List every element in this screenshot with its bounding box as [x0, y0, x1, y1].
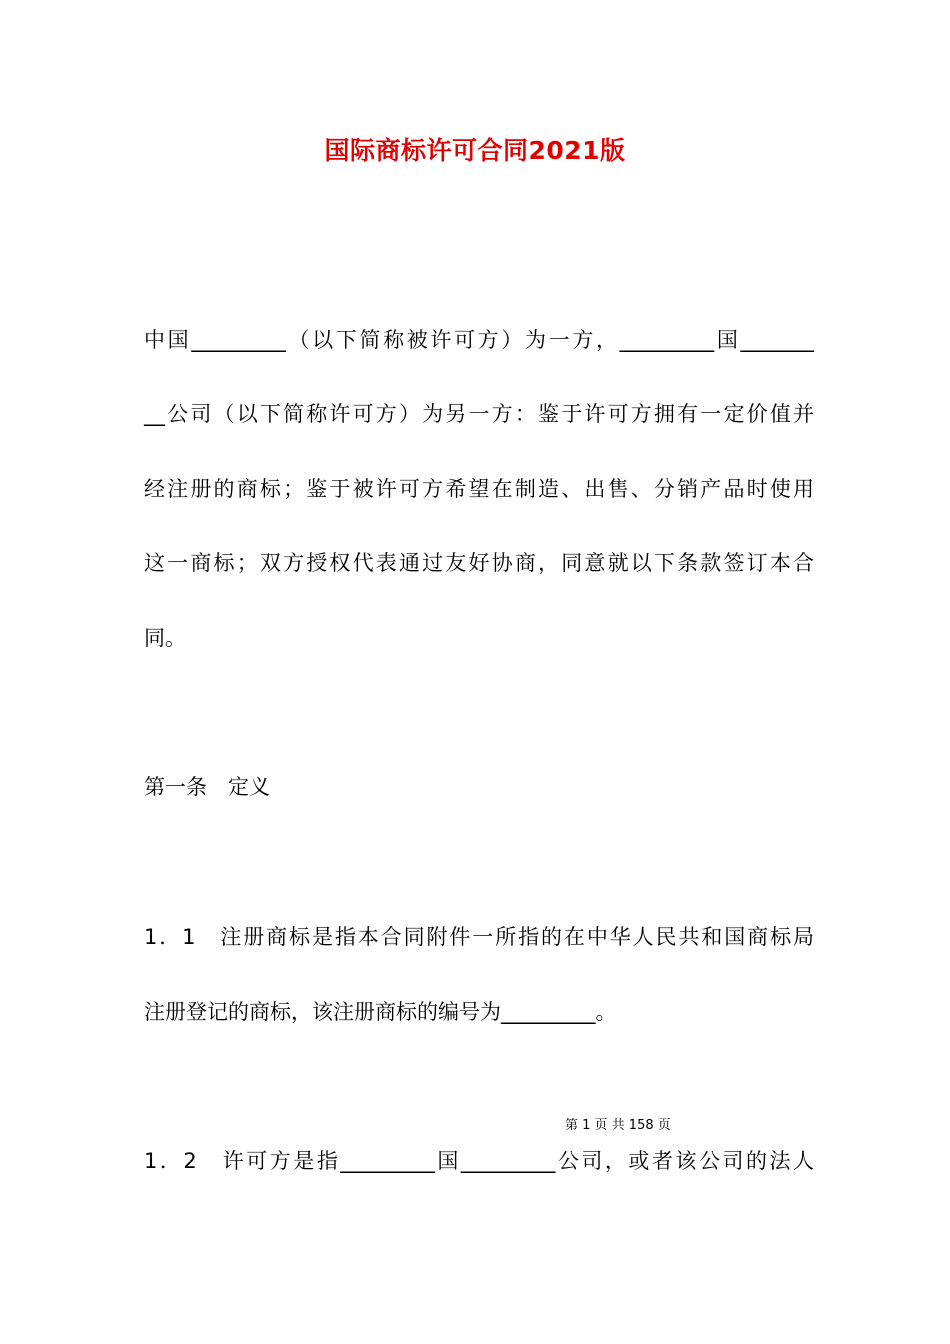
document-title: 国际商标许可合同2021版 — [324, 136, 626, 165]
article-heading: 第一条 定义 — [144, 775, 270, 799]
preamble-line: 同。 — [144, 626, 186, 650]
page-footer: 第 1 页 共 158 页 — [565, 1118, 671, 1133]
preamble-line: 经注册的商标；鉴于被许可方希望在制造、出售、分销产品时使用 — [144, 477, 814, 501]
preamble-line: __公司（以下简称许可方）为另一方：鉴于许可方拥有一定价值并 — [144, 402, 814, 426]
preamble-line: 中国_________（以下简称被许可方）为一方，_________国_______ — [144, 328, 814, 352]
clause-line: 注册登记的商标，该注册商标的编号为_________。 — [144, 1000, 617, 1024]
preamble-line: 这一商标；双方授权代表通过友好协商，同意就以下条款签订本合 — [144, 551, 814, 575]
clause-line: 1．1 注册商标是指本合同附件一所指的在中华人民共和国商标局 — [144, 925, 814, 949]
clause-line: 1．2 许可方是指_________国_________公司，或者该公司的法人 — [144, 1149, 814, 1173]
